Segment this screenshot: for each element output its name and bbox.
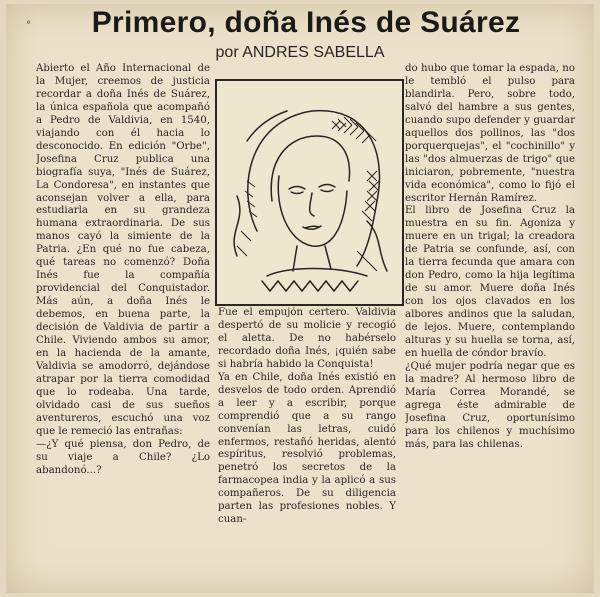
article-column-right: do hubo que tomar la espada, no le tembló el pulso para blandirla. Pero, sobre todo, salvó del hambre a sus gentes, cuando supo defender y guardar aquellos dos pollinos, las "dos porquerquejas", el "cochinillo" y las "dos almuerzas de trigo" que iniciaron, pobremente, "nuestra vida económica", como lo fijó el escritor Hernán Ramírez. El libro de Josefina Cruz la muestra en su fin. Agoniza y muere en un trigal; la creadora de Patria se confunde, así, con la tierra fecunda que amara con don Pedro, como la hija legítima de su amor. Muere doña Inés con los ojos clavados en los albores andinos que la saludan, de lejos. Muere, contemplando alturas y su huella se torna, así, en huella de cóndor bravío. ¿Qué mujer podría negar que es la madre? Al hermoso libro de María Correa Morandé, se agrega éste admirable de Josefina Cruz, oportunísimo para los chilenos y muchísimo más, para las chilenas. (405, 63, 575, 450)
page-mark: ° (26, 20, 31, 31)
article-column-middle: Fue el empujón certero. Valdivia despertó de su molicie y recogió el aletta. De no habérselo recordado doña Inés, ¡quién sabe si habría habido la Conquista! Ya en Chile, doña Inés existió en desvelos de todo orden. Aprendió a leer y a escribir, porque comprendió que a su rango convenían las letras, cuidó enfermos, restañó heridas, alentó espíritus, resolvió problemas, penetró los secretos de la farmacopea india y la aplicó a sus compañeros. De su diligencia parten las profesiones nobles. Y cuan- (218, 307, 396, 526)
article-column-left: Abierto el Año Internacional de la Mujer, creemos de justicia recordar a doña Inés de Suárez, la única española que acompañó a Pedro de Valdivia, en 1540, viajando con él hacia lo desconocido. En edición "Orbe", Josefina Cruz publica una biografía suya, "Inés de Suárez, La Condoresa", en instantes que aconsejan volver a ella, para estudiarla en su grandeza humana extraordinaria. De sus manos cayó la simiente de la Patria. ¿En qué no fue cabeza, qué tareas no comenzó? Doña Inés fue la compañía providencial del Conquistador. Más aún, a doña Inés le debemos, en buena parte, la decisión de Valdivia de partir a Chile. Viviendo ambos su amor, en la hacienda de la amante, Valdivia se amodorró, dejándose atrapar por la tierra comodidad que lo rodeaba. Una tarde, olvidado casi de sus sueños aventureros, escuchó una voz que le remeció las entrañas: —¿Y qué piensa, don Pedro, de su viaje a Chile? ¿Lo abandonó...? (36, 63, 210, 476)
woman-portrait-sketch (217, 81, 402, 304)
portrait-illustration (215, 79, 404, 306)
article-byline: por ANDRES SABELLA (215, 44, 385, 61)
article-title: Primero, doña Inés de Suárez (91, 6, 521, 39)
